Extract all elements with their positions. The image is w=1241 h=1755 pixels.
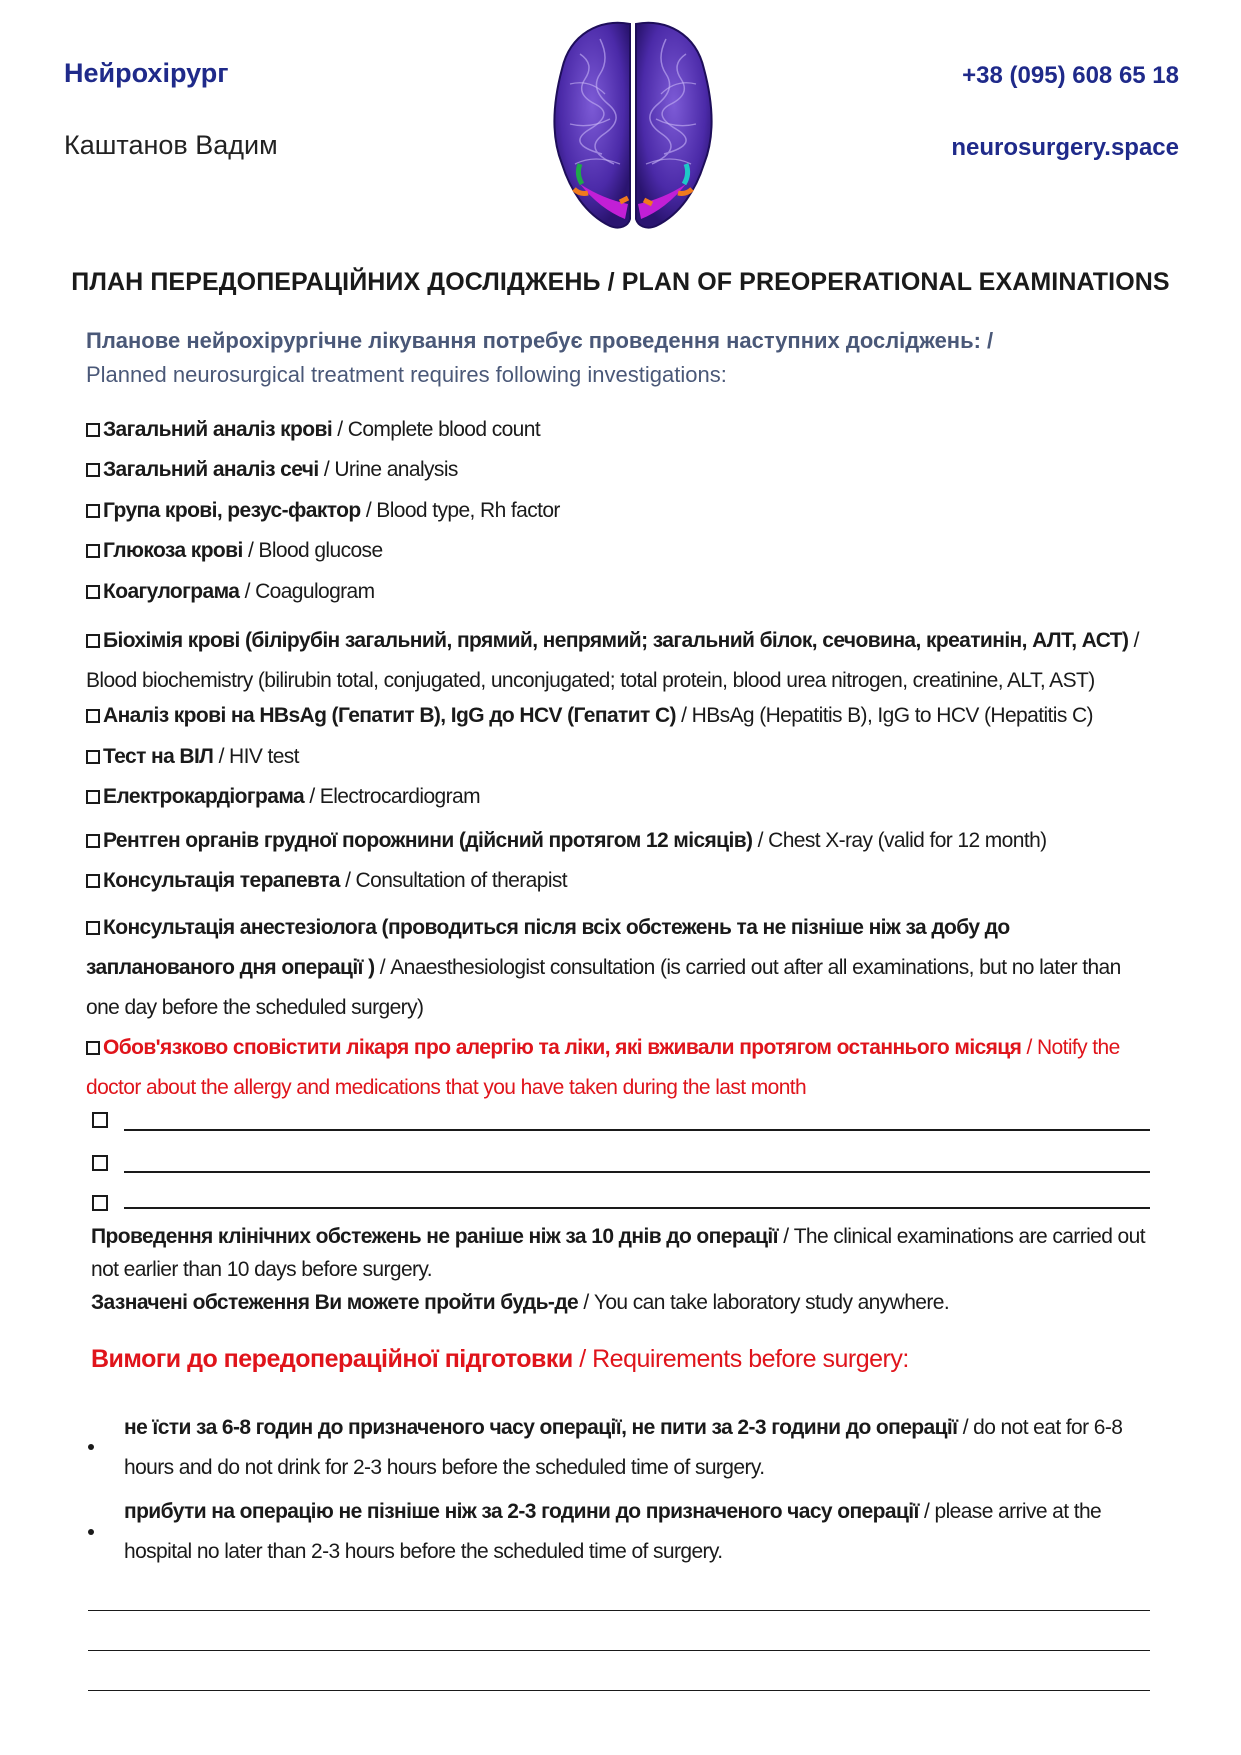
intro-ua: Планове нейрохірургічне лікування потребує проведення наступних досліджень: / (86, 328, 994, 353)
checklist-item[interactable]: Біохімія крові (білірубін загальний, прямий, непрямий; загальний білок, сечовина, креатинін, АЛТ, АСТ) / Blood biochemistry (bilirubin total, conjugated, unconjugated; total protein, blood urea nitrogen, creatinine, ALT, AST) (86, 629, 1139, 692)
checklist-item[interactable]: Рентген органів грудної порожнини (дійсний протягом 12 місяців) / Chest X-ray (valid for 12 month) (86, 821, 1191, 861)
footer-blank-line[interactable] (88, 1650, 1150, 1651)
checkbox-icon[interactable] (86, 544, 100, 558)
brain-logo-icon (540, 14, 726, 240)
bullet-icon (88, 1529, 94, 1535)
checklist-item[interactable]: Глюкоза крові / Blood glucose (86, 531, 1191, 571)
document-title: ПЛАН ПЕРЕДОПЕРАЦІЙНИХ ДОСЛІДЖЕНЬ / PLAN OF PREOPERATIONAL EXAMINATIONS (71, 268, 1170, 296)
footer-blank-line[interactable] (88, 1690, 1150, 1691)
bullet-icon (88, 1444, 94, 1450)
blank-entry-line[interactable] (124, 1129, 1150, 1131)
checkbox-icon[interactable] (86, 750, 100, 764)
anywhere-note: Зазначені обстеження Ви можете пройти будь-де / You can take laboratory study anywhere. (91, 1291, 950, 1314)
requirement-item: прибути на операцію не пізніше ніж за 2-3 години до призначеного часу операції / please arrive at the hospital no later than 2-3 hours before the scheduled time of surgery. (124, 1500, 1102, 1563)
checklist-item[interactable]: Тест на ВІЛ / HIV test (86, 737, 1191, 777)
blank-entry-line[interactable] (124, 1207, 1150, 1209)
phone-number[interactable]: +38 (095) 608 65 18 (962, 62, 1179, 89)
intro-text (86, 324, 993, 392)
checklist-item-allergy[interactable]: Обов'язково сповістити лікаря про алергію та ліки, які вживали протягом останнього місяця / Notify the doctor about the allergy and medications that you have taken during the last month (86, 1036, 1120, 1099)
checklist-item[interactable]: Загальний аналіз сечі / Urine analysis (86, 450, 1191, 490)
checkbox-icon[interactable] (86, 504, 100, 518)
blank-checkbox[interactable] (92, 1112, 108, 1128)
footer-blank-line[interactable] (88, 1610, 1150, 1611)
checkbox-icon[interactable] (86, 790, 100, 804)
specialty-title: Нейрохірург (64, 58, 229, 88)
checklist-item[interactable]: Загальний аналіз крові / Complete blood count (86, 410, 1191, 450)
checkbox-icon[interactable] (86, 1041, 100, 1055)
checklist-item[interactable]: Консультація анестезіолога (проводиться після всіх обстежень та не пізніше ніж за добу до запланованого дня операції ) / Anaesthesiologist consultation (is carried out after all examinations, but no later than one day before the scheduled surgery) (86, 916, 1121, 1019)
checklist-item[interactable]: Група крові, резус-фактор / Blood type, Rh factor (86, 491, 1191, 531)
checklist-item[interactable]: Аналіз крові на HBsAg (Гепатит В), IgG до HCV (Гепатит С) / HBsAg (Hepatitis B), IgG to HCV (Hepatitis C) (86, 696, 1191, 736)
website-link[interactable]: neurosurgery.space (951, 134, 1179, 161)
checkbox-icon[interactable] (86, 874, 100, 888)
requirements-title: Вимоги до передопераційної підготовки / Requirements before surgery: (91, 1345, 909, 1373)
checkbox-icon[interactable] (86, 585, 100, 599)
checkbox-icon[interactable] (86, 709, 100, 723)
blank-entry-line[interactable] (124, 1171, 1150, 1173)
intro-en: Planned neurosurgical treatment requires following investigations: (86, 362, 727, 387)
timing-note: Проведення клінічних обстежень не раніше ніж за 10 днів до операції / The clinical examinations are carried out not earlier than 10 days before surgery. (91, 1225, 1145, 1281)
doctor-name: Каштанов Вадим (64, 130, 278, 160)
checkbox-icon[interactable] (86, 834, 100, 848)
checkbox-icon[interactable] (86, 423, 100, 437)
requirement-item: не їсти за 6-8 годин до призначеного часу операції, не пити за 2-3 години до операції / do not eat for 6-8 hours and do not drink for 2-3 hours before the scheduled time of surgery. (124, 1416, 1123, 1479)
checkbox-icon[interactable] (86, 463, 100, 477)
checklist-item[interactable]: Консультація терапевта / Consultation of therapist (86, 861, 1191, 901)
blank-checkbox[interactable] (92, 1155, 108, 1171)
checklist-item[interactable]: Електрокардіограма / Electrocardiogram (86, 777, 1191, 817)
checkbox-icon[interactable] (86, 921, 100, 935)
blank-checkbox[interactable] (92, 1195, 108, 1211)
checkbox-icon[interactable] (86, 634, 100, 648)
checklist-item[interactable]: Коагулограма / Coagulogram (86, 572, 1191, 612)
